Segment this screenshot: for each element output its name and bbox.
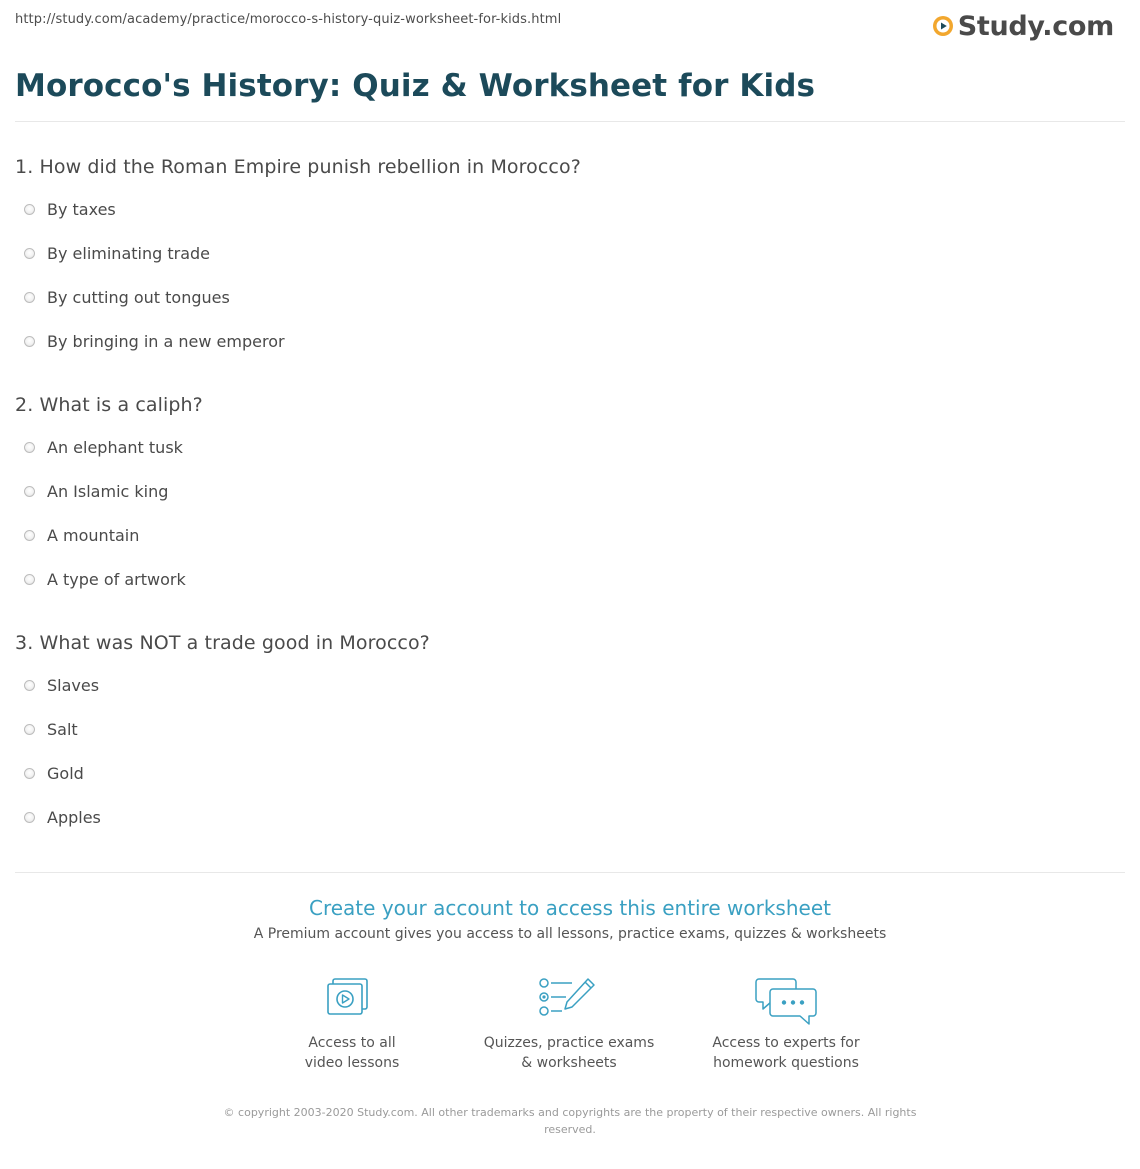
question-3	[15, 626, 1125, 839]
answer-option[interactable]	[15, 231, 1125, 275]
answer-label: By bringing in a new emperor	[47, 331, 285, 351]
answer-label: By eliminating trade	[47, 243, 210, 263]
copyright-line-2: reserved.	[544, 1123, 596, 1136]
quiz-section	[15, 150, 1125, 864]
answer-label: By cutting out tongues	[47, 287, 230, 307]
title-divider	[15, 121, 1125, 122]
answer-list	[15, 663, 1125, 839]
radio-button[interactable]	[24, 680, 35, 691]
feature-label	[474, 1033, 664, 1073]
top-bar	[15, 11, 1125, 41]
premium-features	[0, 975, 1140, 1085]
radio-button[interactable]	[24, 574, 35, 585]
quiz-checklist-icon	[536, 975, 602, 1027]
video-lessons-icon	[319, 975, 385, 1027]
radio-button[interactable]	[24, 812, 35, 823]
radio-button[interactable]	[24, 204, 35, 215]
study-logo[interactable]	[932, 11, 1114, 41]
feature-label-line1: Access to experts for	[712, 1035, 860, 1051]
copyright-line-1: © copyright 2003-2020 Study.com. All other trademarks and copyrights are the property of their respective owners. All rights	[223, 1106, 917, 1119]
page-url: http://study.com/academy/practice/morocco-s-history-quiz-worksheet-for-kids.html	[15, 12, 562, 27]
logo-text: Study.com	[957, 10, 1114, 42]
feature-label-line2: & worksheets	[521, 1055, 617, 1071]
feature-label-line1: Access to all	[308, 1035, 396, 1051]
answer-option[interactable]	[15, 275, 1125, 319]
answer-option[interactable]	[15, 707, 1125, 751]
answer-label: An elephant tusk	[47, 437, 183, 457]
answer-label: A type of artwork	[47, 569, 186, 589]
answer-label: Gold	[47, 763, 84, 783]
feature-label-line2: homework questions	[713, 1055, 859, 1071]
answer-list	[15, 187, 1125, 363]
answer-label: Salt	[47, 719, 78, 739]
question-text: 2. What is a caliph?	[15, 394, 203, 416]
answer-list	[15, 425, 1125, 601]
answer-option[interactable]	[15, 319, 1125, 363]
answer-option[interactable]	[15, 187, 1125, 231]
radio-button[interactable]	[24, 530, 35, 541]
play-circle-icon	[932, 15, 954, 37]
page-title: Morocco's History: Quiz & Worksheet for Kids	[15, 68, 816, 104]
answer-option[interactable]	[15, 795, 1125, 839]
answer-label: A mountain	[47, 525, 140, 545]
radio-button[interactable]	[24, 724, 35, 735]
radio-button[interactable]	[24, 248, 35, 259]
answer-label: Apples	[47, 807, 101, 827]
answer-option[interactable]	[15, 469, 1125, 513]
chat-bubbles-icon	[753, 975, 819, 1027]
cta-divider	[15, 872, 1125, 873]
radio-button[interactable]	[24, 442, 35, 453]
cta-subtitle: A Premium account gives you access to all lessons, practice exams, quizzes & worksheets	[253, 926, 887, 942]
answer-label: By taxes	[47, 199, 116, 219]
radio-button[interactable]	[24, 486, 35, 497]
feature-quizzes	[474, 975, 664, 1073]
radio-button[interactable]	[24, 336, 35, 347]
radio-button[interactable]	[24, 768, 35, 779]
answer-option[interactable]	[15, 557, 1125, 601]
question-1	[15, 150, 1125, 363]
feature-experts	[691, 975, 881, 1073]
answer-option[interactable]	[15, 425, 1125, 469]
answer-label: An Islamic king	[47, 481, 169, 501]
feature-label	[691, 1033, 881, 1073]
answer-option[interactable]	[15, 513, 1125, 557]
question-2	[15, 388, 1125, 601]
answer-label: Slaves	[47, 675, 100, 695]
answer-option[interactable]	[15, 663, 1125, 707]
copyright-footer	[0, 1104, 1140, 1138]
question-text: 1. How did the Roman Empire punish rebellion in Morocco?	[15, 156, 581, 178]
cta-title-link[interactable]: Create your account to access this entire worksheet	[309, 896, 831, 920]
feature-video-lessons	[257, 975, 447, 1073]
question-text: 3. What was NOT a trade good in Morocco?	[15, 632, 430, 654]
feature-label-line1: Quizzes, practice exams	[483, 1035, 655, 1051]
feature-label-line2: video lessons	[304, 1055, 400, 1071]
feature-label	[257, 1033, 447, 1073]
answer-option[interactable]	[15, 751, 1125, 795]
radio-button[interactable]	[24, 292, 35, 303]
signup-cta	[15, 895, 1125, 943]
